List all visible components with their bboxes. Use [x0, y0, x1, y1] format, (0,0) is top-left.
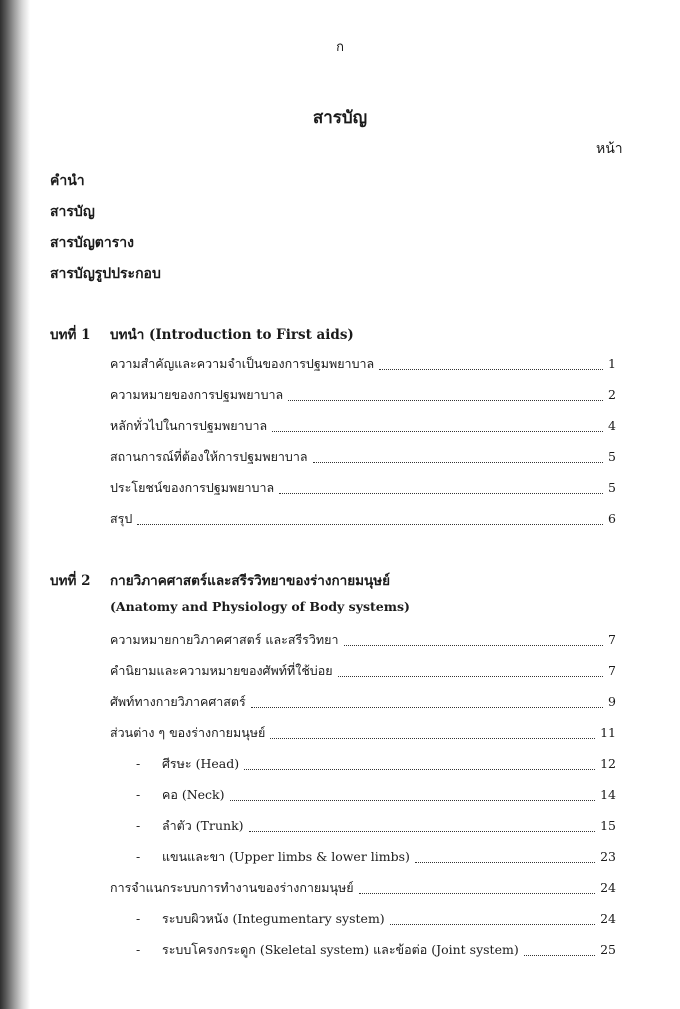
toc-entry-page: 24: [600, 911, 616, 926]
toc-entry-text: แขนและขา (Upper limbs & lower limbs): [162, 849, 410, 864]
toc-entry-page: 12: [600, 756, 616, 771]
chapter-1-title: บทนำ (Introduction to First aids): [110, 327, 354, 343]
page-number: ก: [336, 40, 344, 55]
leader-dots: [230, 800, 596, 801]
toc-entry-text: คอ (Neck): [162, 787, 225, 802]
toc-entry: [110, 692, 616, 712]
toc-entry-text: สถานการณ์ที่ต้องให้การปฐมพยาบาล: [110, 449, 308, 464]
leader-dots: [379, 369, 603, 370]
toc-entry-text: สรุป: [110, 511, 133, 526]
leader-dots: [272, 431, 603, 432]
toc-entry-text: หลักทั่วไปในการปฐมพยาบาล: [110, 418, 268, 433]
bullet-dash: -: [136, 818, 141, 833]
bullet-dash: -: [136, 787, 141, 802]
toc-entry-text: ศัพท์ทางกายวิภาคศาสตร์: [110, 694, 246, 709]
toc-entry: [110, 416, 616, 436]
toc-entry-page: 4: [608, 418, 616, 433]
toc-entry-text: ลำตัว (Trunk): [162, 818, 244, 833]
toc-entry-text: ส่วนต่าง ๆ ของร่างกายมนุษย์: [110, 725, 266, 740]
toc-entry-page: 5: [608, 480, 616, 495]
bullet-dash: -: [136, 942, 141, 957]
chapter-2-title: กายวิภาคศาสตร์และสรีรวิทยาของร่างกายมนุษย์: [110, 573, 391, 589]
leader-dots: [251, 707, 603, 708]
toc-entry-page: 6: [608, 511, 616, 526]
toc-subentry: [134, 785, 616, 805]
toc-entry: [110, 478, 616, 498]
toc-entry-text: ระบบโครงกระดูก (Skeletal system) และข้อต่อ (Joint system): [162, 942, 519, 957]
front-matter-tables: สารบัญตาราง: [50, 235, 134, 251]
toc-entry: [110, 723, 616, 743]
toc-entry-page: 15: [600, 818, 616, 833]
toc-entry-page: 5: [608, 449, 616, 464]
leader-dots: [249, 831, 596, 832]
leader-dots: [288, 400, 603, 401]
toc-entry: [110, 447, 616, 467]
toc-entry-page: 25: [600, 942, 616, 957]
leader-dots: [244, 769, 595, 770]
toc-subentry: [134, 909, 616, 929]
binding-shadow: [0, 0, 30, 1009]
leader-dots: [524, 955, 595, 956]
leader-dots: [359, 893, 596, 894]
toc-entry-text: คำนิยามและความหมายของศัพท์ที่ใช้บ่อย: [110, 663, 333, 678]
toc-entry-text: ความหมายของการปฐมพยาบาล: [110, 387, 284, 402]
toc-subentry: [134, 940, 616, 960]
toc-subentry: [134, 847, 616, 867]
toc-entry-page: 7: [608, 663, 616, 678]
toc-entry-page: 23: [600, 849, 616, 864]
toc-subentry: [134, 754, 616, 774]
toc-entry-page: 1: [608, 356, 616, 371]
bullet-dash: -: [136, 756, 141, 771]
toc-entry: [110, 509, 616, 529]
page-column-header: หน้า: [596, 141, 623, 157]
toc-entry-page: 24: [600, 880, 616, 895]
toc-entry-page: 2: [608, 387, 616, 402]
toc-entry-text: การจำแนกระบบการทำงานของร่างกายมนุษย์: [110, 880, 354, 895]
front-matter-contents: สารบัญ: [50, 204, 95, 220]
toc-entry: [110, 878, 616, 898]
toc-entry-page: 7: [608, 632, 616, 647]
leader-dots: [279, 493, 603, 494]
front-matter-figures: สารบัญรูปประกอบ: [50, 266, 161, 282]
page-title: สารบัญ: [312, 108, 368, 128]
leader-dots: [313, 462, 604, 463]
toc-entry-page: 11: [600, 725, 616, 740]
toc-entry: [110, 661, 616, 681]
leader-dots: [344, 645, 604, 646]
leader-dots: [390, 924, 595, 925]
chapter-1-label: บทที่ 1: [50, 327, 91, 343]
leader-dots: [338, 676, 603, 677]
toc-subentry: [134, 816, 616, 836]
leader-dots: [137, 524, 603, 525]
toc-entry: [110, 354, 616, 374]
front-matter-preface: คำนำ: [50, 173, 85, 189]
toc-entry: [110, 630, 616, 650]
toc-entry-text: ความหมายกายวิภาคศาสตร์ และสรีรวิทยา: [110, 632, 339, 647]
leader-dots: [415, 862, 595, 863]
chapter-2-subtitle: (Anatomy and Physiology of Body systems): [110, 599, 410, 614]
toc-entry-text: ความสำคัญและความจำเป็นของการปฐมพยาบาล: [110, 356, 375, 371]
chapter-2-label: บทที่ 2: [50, 573, 91, 589]
toc-entry-page: 14: [600, 787, 616, 802]
leader-dots: [270, 738, 595, 739]
bullet-dash: -: [136, 911, 141, 926]
toc-entry: [110, 385, 616, 405]
toc-entry-page: 9: [608, 694, 616, 709]
bullet-dash: -: [136, 849, 141, 864]
toc-entry-text: ระบบผิวหนัง (Integumentary system): [162, 911, 385, 926]
toc-entry-text: ศีรษะ (Head): [162, 756, 240, 771]
toc-entry-text: ประโยชน์ของการปฐมพยาบาล: [110, 480, 275, 495]
